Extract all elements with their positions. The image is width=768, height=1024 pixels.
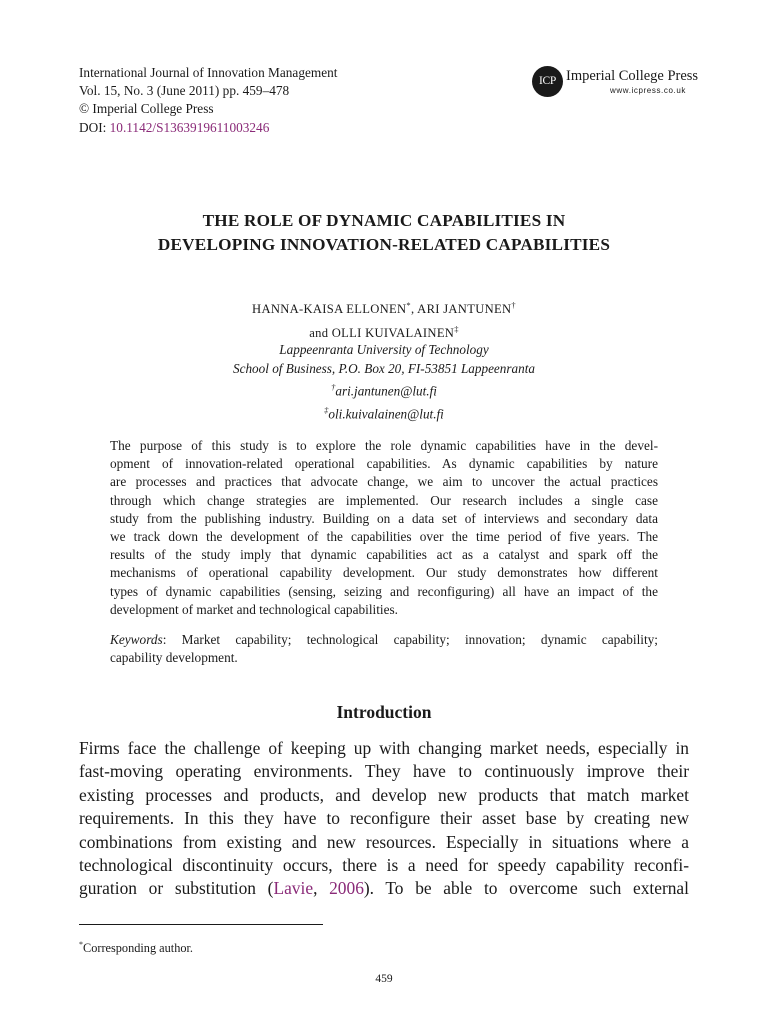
authors-line-2	[0, 319, 768, 343]
abstract-line: development of market and technological capabilities.	[110, 601, 398, 617]
email-jantunen[interactable]: ari.jantunen@lut.fi	[335, 383, 437, 399]
abstract-line: are processes and practices that advocate change, we aim to uncover the actual practices	[110, 474, 658, 490]
publisher-name: Imperial College Press	[566, 68, 699, 84]
email-line-1	[0, 378, 768, 401]
title-line-2: DEVELOPING INNOVATION-RELATED CAPABILITIES	[157, 234, 611, 254]
footnote-divider	[79, 924, 323, 925]
doi-label: DOI:	[79, 119, 110, 135]
body-text-end: ). To be able to overcome such external	[363, 878, 689, 899]
copyright-line: © Imperial College Press	[79, 101, 214, 117]
body-line: combinations from existing and new resources. Especially in situations where a	[79, 831, 689, 852]
keywords-list-1: : Market capability; technological capability; innovation; dynamic capability;	[162, 632, 658, 647]
footnote	[79, 940, 193, 956]
publisher-logo	[532, 66, 702, 100]
footnote-text: Corresponding author.	[83, 941, 193, 956]
university-name: Lappeenranta University of Technology	[279, 342, 489, 357]
author-list	[0, 295, 768, 343]
body-line: Firms face the challenge of keeping up with changing market needs, especially in	[79, 738, 689, 758]
journal-name: International Journal of Innovation Management	[79, 65, 338, 80]
body-line: fast-moving operating environments. They have to continuously improve their	[79, 761, 689, 782]
author-jantunen: ARI JANTUNEN	[417, 302, 512, 317]
section-heading-introduction: Introduction	[336, 702, 432, 722]
abstract-line: opment of innovation-related operational capabilities. As dynamic capabilities by nature	[110, 456, 658, 472]
author-separator: ,	[410, 302, 418, 317]
abstract-line: we track down the development of the capabilities over the time period of five years. The	[110, 529, 658, 545]
publisher-url: www.icpress.co.uk	[610, 86, 686, 95]
authors-line-1	[0, 295, 768, 319]
introduction-body	[79, 737, 689, 901]
volume-line: Vol. 15, No. 3 (June 2011) pp. 459–478	[79, 83, 290, 99]
doi-line	[79, 119, 337, 137]
citation-year-link[interactable]: 2006	[329, 878, 364, 899]
abstract-line: types of dynamic capabilities (sensing, seizing and reconfiguring) all have an impact of the	[110, 583, 658, 599]
icp-logo-icon: ICP	[532, 66, 563, 97]
email-line-2	[0, 401, 768, 424]
email-kuivalainen[interactable]: oli.kuivalainen@lut.fi	[328, 406, 444, 422]
author-mark-3: ‡	[454, 324, 459, 335]
body-text-start: guration or substitution (	[79, 878, 274, 899]
page-number: 459	[375, 973, 393, 985]
keywords-line-1	[110, 631, 658, 649]
email-mark-1: †	[331, 382, 336, 393]
author-mark-1: *	[406, 300, 411, 310]
keywords-line-2: capability development.	[110, 650, 238, 666]
footnote-mark: *	[79, 940, 83, 949]
doi-link[interactable]: 10.1142/S1363919611003246	[109, 119, 270, 135]
author-ellonen: HANNA-KAISA ELLONEN	[252, 302, 407, 317]
author-kuivalainen: OLLI KUIVALAINEN	[331, 326, 455, 341]
author-mark-2: †	[511, 300, 516, 310]
body-line: existing processes and products, and develop new products that match market	[79, 784, 689, 805]
title-line-1: THE ROLE OF DYNAMIC CAPABILITIES IN	[202, 211, 566, 230]
citation-author-link[interactable]: Lavie	[273, 878, 314, 899]
citation-separator: ,	[313, 878, 330, 899]
affiliation	[0, 341, 768, 424]
body-line: technological discontinuity occurs, there is a need for speedy capability reconfi-	[79, 855, 689, 876]
keywords	[110, 631, 658, 667]
abstract-line: results of the study imply that dynamic capabilities act as a catalyst and spark off the	[110, 547, 658, 563]
body-line: requirements. In this they have to reconfigure their asset base by creating new	[79, 808, 689, 829]
journal-info	[79, 64, 337, 137]
abstract-line: study from the publishing industry. Building on a data set of interviews and secondary data	[110, 510, 658, 526]
abstract-line: mechanisms of operational capability development. Our study demonstrates how different	[110, 565, 658, 581]
body-line-last	[79, 877, 689, 900]
keywords-label: Keywords	[110, 632, 163, 647]
abstract-line: through which change strategies are implemented. Our research includes a single case	[110, 492, 658, 508]
email-mark-2: ‡	[324, 405, 329, 416]
abstract-line: The purpose of this study is to explore the role dynamic capabilities have in the devel-	[110, 438, 658, 453]
author-and: and	[309, 326, 332, 341]
school-address: School of Business, P.O. Box 20, FI-53851 Lappeenranta	[233, 360, 535, 376]
paper-title	[0, 209, 768, 256]
abstract	[110, 437, 658, 619]
